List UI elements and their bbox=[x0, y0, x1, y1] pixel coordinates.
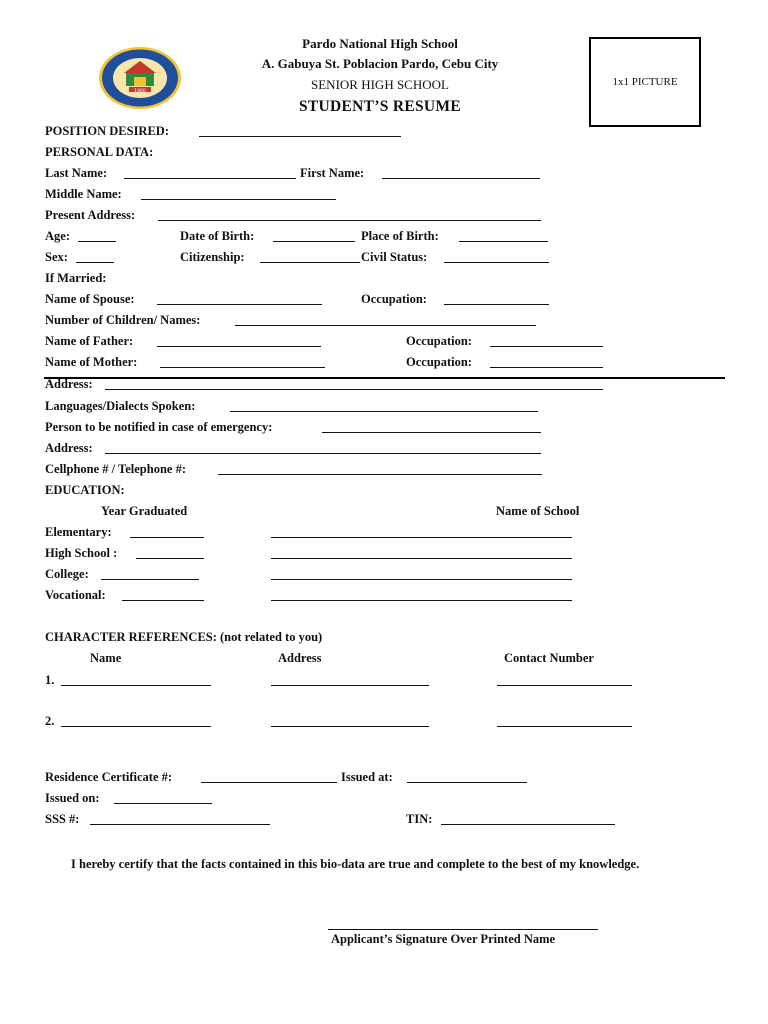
signature-label: Applicant’s Signature Over Printed Name bbox=[331, 932, 556, 946]
svg-text:1960: 1960 bbox=[134, 89, 146, 94]
first-name-label: First Name: bbox=[300, 166, 365, 180]
elementary-year-field[interactable] bbox=[130, 537, 204, 538]
high-school-year-field[interactable] bbox=[136, 558, 204, 559]
father-name-field[interactable] bbox=[157, 346, 321, 347]
elementary-school-field[interactable] bbox=[271, 537, 572, 538]
reference-1-address-field[interactable] bbox=[271, 685, 429, 686]
sex-label: Sex: bbox=[45, 250, 68, 264]
emergency-address-label: Address: bbox=[45, 441, 93, 455]
age-field[interactable] bbox=[78, 241, 116, 242]
school-name-header: Name of School bbox=[496, 504, 580, 518]
father-occupation-label: Occupation: bbox=[406, 334, 472, 348]
education-heading: EDUCATION: bbox=[45, 483, 125, 497]
issued-at-field[interactable] bbox=[407, 782, 527, 783]
emergency-contact-field[interactable] bbox=[322, 432, 541, 433]
first-name-field[interactable] bbox=[382, 178, 540, 179]
reference-2-number: 2. bbox=[45, 714, 55, 728]
vocational-year-field[interactable] bbox=[122, 600, 204, 601]
citizenship-field[interactable] bbox=[260, 262, 360, 263]
place-of-birth-field[interactable] bbox=[459, 241, 548, 242]
address-label: Address: bbox=[45, 377, 93, 391]
residence-certificate-label: Residence Certificate #: bbox=[45, 770, 173, 784]
college-label: College: bbox=[45, 567, 89, 581]
school-name: Pardo National High School bbox=[302, 36, 458, 51]
character-references-heading: CHARACTER REFERENCES: (not related to you) bbox=[45, 630, 323, 644]
reference-1-number: 1. bbox=[45, 673, 55, 687]
if-married-label: If Married: bbox=[45, 271, 107, 285]
emergency-address-field[interactable] bbox=[105, 453, 541, 454]
mother-occupation-label: Occupation: bbox=[406, 355, 472, 369]
mother-name-label: Name of Mother: bbox=[45, 355, 138, 369]
residence-certificate-field[interactable] bbox=[201, 782, 337, 783]
reference-1-contact-field[interactable] bbox=[497, 685, 632, 686]
children-label: Number of Children/ Names: bbox=[45, 313, 201, 327]
reference-2-name-field[interactable] bbox=[61, 726, 211, 727]
high-school-school-field[interactable] bbox=[271, 558, 572, 559]
spouse-occupation-label: Occupation: bbox=[361, 292, 427, 306]
department: SENIOR HIGH SCHOOL bbox=[311, 77, 449, 92]
spouse-name-label: Name of Spouse: bbox=[45, 292, 135, 306]
spouse-name-field[interactable] bbox=[157, 304, 322, 305]
issued-on-field[interactable] bbox=[114, 803, 212, 804]
reference-2-contact-field[interactable] bbox=[497, 726, 632, 727]
father-occupation-field[interactable] bbox=[490, 346, 603, 347]
signature-line[interactable] bbox=[328, 929, 598, 930]
civil-status-label: Civil Status: bbox=[361, 250, 428, 264]
emergency-contact-label: Person to be notified in case of emergency: bbox=[45, 420, 273, 434]
high-school-label: High School : bbox=[45, 546, 118, 560]
school-address: A. Gabuya St. Poblacion Pardo, Cebu City bbox=[261, 56, 499, 71]
school-seal-logo bbox=[98, 46, 182, 110]
college-school-field[interactable] bbox=[271, 579, 572, 580]
issued-on-label: Issued on: bbox=[45, 791, 100, 805]
photo-box[interactable] bbox=[589, 37, 701, 127]
elementary-label: Elementary: bbox=[45, 525, 112, 539]
middle-name-field[interactable] bbox=[141, 199, 336, 200]
tin-field[interactable] bbox=[441, 824, 615, 825]
languages-label: Languages/Dialects Spoken: bbox=[45, 399, 196, 413]
year-graduated-header: Year Graduated bbox=[101, 504, 188, 518]
personal-data-heading: PERSONAL DATA: bbox=[45, 145, 154, 159]
date-of-birth-field[interactable] bbox=[273, 241, 355, 242]
vocational-label: Vocational: bbox=[45, 588, 106, 602]
last-name-label: Last Name: bbox=[45, 166, 108, 180]
photo-label: 1x1 PICTURE bbox=[612, 76, 678, 88]
vocational-school-field[interactable] bbox=[271, 600, 572, 601]
sex-field[interactable] bbox=[76, 262, 114, 263]
sss-label: SSS #: bbox=[45, 812, 80, 826]
present-address-label: Present Address: bbox=[45, 208, 136, 222]
reference-address-header: Address bbox=[278, 651, 322, 665]
mother-name-field[interactable] bbox=[160, 367, 325, 368]
sss-field[interactable] bbox=[90, 824, 270, 825]
position-desired-label: POSITION DESIRED: bbox=[45, 124, 169, 138]
date-of-birth-label: Date of Birth: bbox=[180, 229, 255, 243]
present-address-field[interactable] bbox=[158, 220, 541, 221]
issued-at-label: Issued at: bbox=[341, 770, 393, 784]
children-field[interactable] bbox=[235, 325, 536, 326]
languages-field[interactable] bbox=[230, 411, 538, 412]
last-name-field[interactable] bbox=[124, 178, 296, 179]
age-label: Age: bbox=[45, 229, 70, 243]
position-desired-field[interactable] bbox=[199, 136, 401, 137]
father-name-label: Name of Father: bbox=[45, 334, 134, 348]
citizenship-label: Citizenship: bbox=[180, 250, 245, 264]
section-divider bbox=[44, 377, 725, 379]
page-title: STUDENT’S RESUME bbox=[299, 98, 461, 115]
reference-2-address-field[interactable] bbox=[271, 726, 429, 727]
middle-name-label: Middle Name: bbox=[45, 187, 122, 201]
cellphone-field[interactable] bbox=[218, 474, 542, 475]
tin-label: TIN: bbox=[406, 812, 433, 826]
place-of-birth-label: Place of Birth: bbox=[361, 229, 439, 243]
cellphone-label: Cellphone # / Telephone #: bbox=[45, 462, 186, 476]
college-year-field[interactable] bbox=[101, 579, 199, 580]
spouse-occupation-field[interactable] bbox=[444, 304, 549, 305]
reference-1-name-field[interactable] bbox=[61, 685, 211, 686]
civil-status-field[interactable] bbox=[444, 262, 549, 263]
reference-name-header: Name bbox=[90, 651, 122, 665]
certification-statement: I hereby certify that the facts contained in this bio-data are true and complete to the best of my knowledge. bbox=[71, 857, 640, 871]
reference-contact-header: Contact Number bbox=[504, 651, 594, 665]
mother-occupation-field[interactable] bbox=[490, 367, 603, 368]
address-field[interactable] bbox=[105, 389, 603, 390]
